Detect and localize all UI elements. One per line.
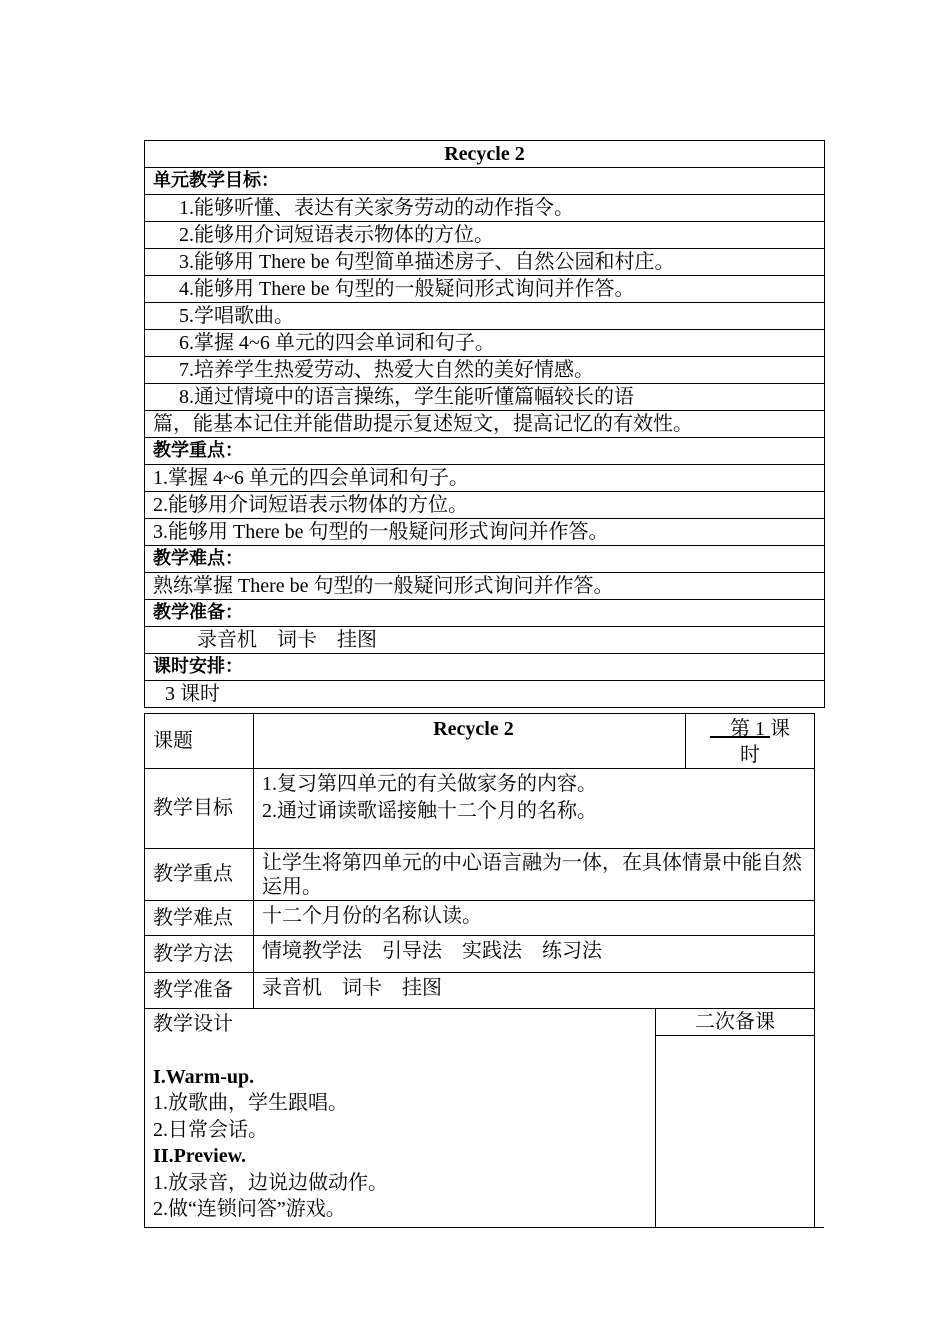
difficulty-text: 熟练掌握 There be 句型的一般疑问形式询问并作答。 (145, 573, 825, 600)
period-underline (710, 718, 770, 740)
goal-item: 2.能够用介词短语表示物体的方位。 (145, 222, 825, 249)
prep-heading: 教学准备： (145, 600, 825, 627)
focus-text: 让学生将第四单元的中心语言融为一体，在具体情景中能自然运用。 (254, 849, 815, 901)
second-prep-label: 二次备课 (656, 1009, 814, 1036)
warmup-item: 2.日常会话。 (153, 1118, 268, 1141)
key-point-item: 3.能够用 There be 句型的一般疑问形式询问并作答。 (145, 519, 825, 546)
period-suffix-2: 时 (740, 744, 760, 766)
unit-plan-table (144, 140, 825, 708)
lesson-prep-label: 教学准备 (145, 973, 254, 1009)
period-cell (686, 714, 815, 769)
section-heading-preview: II.Preview. (153, 1145, 246, 1167)
schedule-text: 3 课时 (145, 681, 825, 708)
topic-value: Recycle 2 (254, 714, 686, 769)
topic-label: 课题 (145, 714, 254, 769)
lesson-difficulty-label: 教学难点 (145, 901, 254, 936)
period-prefix: 第 (730, 718, 750, 740)
lesson-difficulty-text: 十二个月份的名称认读。 (254, 901, 815, 936)
prep-text: 录音机 词卡 挂图 (145, 627, 825, 654)
goals-heading: 单元教学目标： (145, 168, 825, 195)
goal-item: 7.培养学生热爱劳动、热爱大自然的美好情感。 (145, 357, 825, 384)
objective-item: 2.通过诵读歌谣接触十二个月的名称。 (262, 800, 597, 822)
lesson-prep-text: 录音机 词卡 挂图 (254, 973, 815, 1009)
focus-label: 教学重点 (145, 849, 254, 901)
goal-item: 8.通过情境中的语言操练，学生能听懂篇幅较长的语 (145, 384, 825, 411)
second-prep-cell (656, 1009, 815, 1228)
method-label: 教学方法 (145, 936, 254, 973)
goal-item: 4.能够用 There be 句型的一般疑问形式询问并作答。 (145, 276, 825, 303)
period-number: 1 (755, 718, 765, 740)
goal-item: 5.学唱歌曲。 (145, 303, 825, 330)
design-cell (145, 1009, 656, 1228)
objective-item: 1.复习第四单元的有关做家务的内容。 (262, 773, 597, 795)
goal-item: 3.能够用 There be 句型简单描述房子、自然公园和村庄。 (145, 249, 825, 276)
preview-item: 1.放录音，边说边做动作。 (153, 1171, 388, 1194)
warmup-item: 1.放歌曲，学生跟唱。 (153, 1092, 348, 1114)
key-points-heading: 教学重点： (145, 438, 825, 465)
section-heading-warmup: I.Warm-up. (153, 1065, 255, 1088)
design-table (144, 1008, 815, 1228)
key-point-item: 1.掌握 4~6 单元的四会单词和句子。 (145, 465, 825, 492)
goal-item: 6.掌握 4~6 单元的四会单词和句子。 (145, 330, 825, 357)
schedule-heading: 课时安排： (145, 654, 825, 681)
design-label: 教学设计 (153, 1013, 233, 1035)
goal-item-continued: 篇，能基本记住并能借助提示复述短文，提高记忆的有效性。 (145, 411, 825, 438)
table-edge-mark (814, 1227, 824, 1228)
key-point-item: 2.能够用介词短语表示物体的方位。 (145, 492, 825, 519)
preview-item: 2.做“连锁问答”游戏。 (153, 1198, 346, 1220)
objectives-label: 教学目标 (145, 769, 254, 849)
method-text: 情境教学法 引导法 实践法 练习法 (254, 936, 815, 973)
objectives-cell (254, 769, 815, 849)
difficulty-heading: 教学难点： (145, 546, 825, 573)
unit-title: Recycle 2 (145, 141, 825, 168)
period-suffix: 课 (770, 718, 790, 740)
goal-item: 1.能够听懂、表达有关家务劳动的动作指令。 (145, 195, 825, 222)
lesson-plan-table (144, 713, 815, 1009)
